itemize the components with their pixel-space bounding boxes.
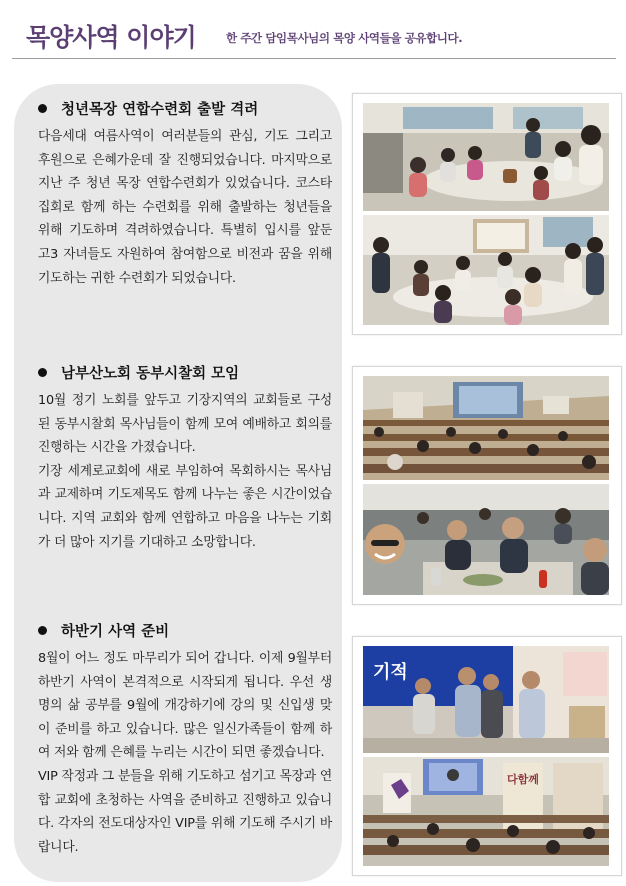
section-title [38, 621, 332, 643]
section-paragraph: VIP 작정과 그 분들을 위해 기도하고 섬기고 목장과 연합 교회에 초청하는 사역을 준비하고 진행하고 있습니다. 각자의 전도대상자인 VIP를 위해 기도해 주시기 바랍니다. [38, 768, 332, 855]
photo-frame-youth-retreat [352, 93, 622, 335]
photo-pastors-meal [363, 484, 609, 595]
page-subtitle: 한 주간 담임목사님의 목양 사역들을 공유합니다. [226, 31, 463, 45]
section-title-text: 하반기 사역 준비 [61, 624, 170, 640]
photo-frame-second-half [352, 636, 622, 876]
section-title-text: 청년목장 연합수련회 출발 격려 [61, 102, 259, 118]
section-paragraph: 10월 정기 노회를 앞두고 기장지역의 교회들로 구성된 동부시찰회 목사님들이 함께 모여 예배하고 회의를 진행하는 시간을 가졌습니다. [38, 393, 332, 456]
page-title: 목양사역 이야기 [26, 23, 196, 52]
section-title [38, 363, 332, 385]
section-second-half-prep [38, 621, 332, 859]
bullet-icon [38, 626, 47, 635]
banner-text-2: 다함께 [507, 773, 539, 786]
section-youth-retreat [38, 99, 332, 290]
section-paragraph: 다음세대 여름사역이 여러분들의 관심, 기도 그리고 후원으로 은혜가운데 잘 진행되었습니다. 마지막으로 지난 주 청년 목장 연합수련회가 있었습니다. 코스타 집회로 함께 하는 수련회를 위해 출발하는 청년들을 위해 기도하며 격려하였습니다. 특별히 입시를 앞둔 고3 자녀들도 자원하여 참여함으로 비전과 꿈을 위해 기도하는 귀한 수련회가 되었습니다. [38, 129, 332, 286]
photo-church-sanctuary [363, 376, 609, 480]
section-title-text: 남부산노회 동부시찰회 모임 [61, 366, 240, 382]
header-divider [12, 58, 616, 59]
banner-text-1: 기적 [373, 662, 408, 683]
page-header [0, 0, 626, 60]
photo-youth-gathering [363, 103, 609, 211]
section-title [38, 99, 332, 121]
section-paragraph: 8월이 어느 정도 마무리가 되어 갑니다. 이제 9월부터 하반기 사역이 본격적으로 시작되게 됩니다. 우선 생명의 삶 공부를 9월에 개강하기에 강의 및 신입생 맞이 준비를 하고 있습니다. 많은 일신가족들이 함께 하여 저와 함께 은혜를 누리는 시간이 되면 좋겠습니다. [38, 651, 332, 761]
section-presbytery-meeting [38, 363, 332, 554]
section-paragraph: 기장 세계로교회에 새로 부임하여 목회하시는 목사님과 교제하며 기도제목도 함께 나누는 좋은 시간이었습니다. 지역 교회와 함께 연합하고 마음을 나누는 기회가 더 많아 지기를 기대하고 소망합니다. [38, 463, 332, 550]
bullet-icon [38, 368, 47, 377]
photo-frame-presbytery [352, 366, 622, 605]
photo-stage-ministry [363, 646, 609, 753]
photo-worship-service [363, 757, 609, 866]
bullet-icon [38, 104, 47, 113]
photo-youth-prayer [363, 215, 609, 325]
